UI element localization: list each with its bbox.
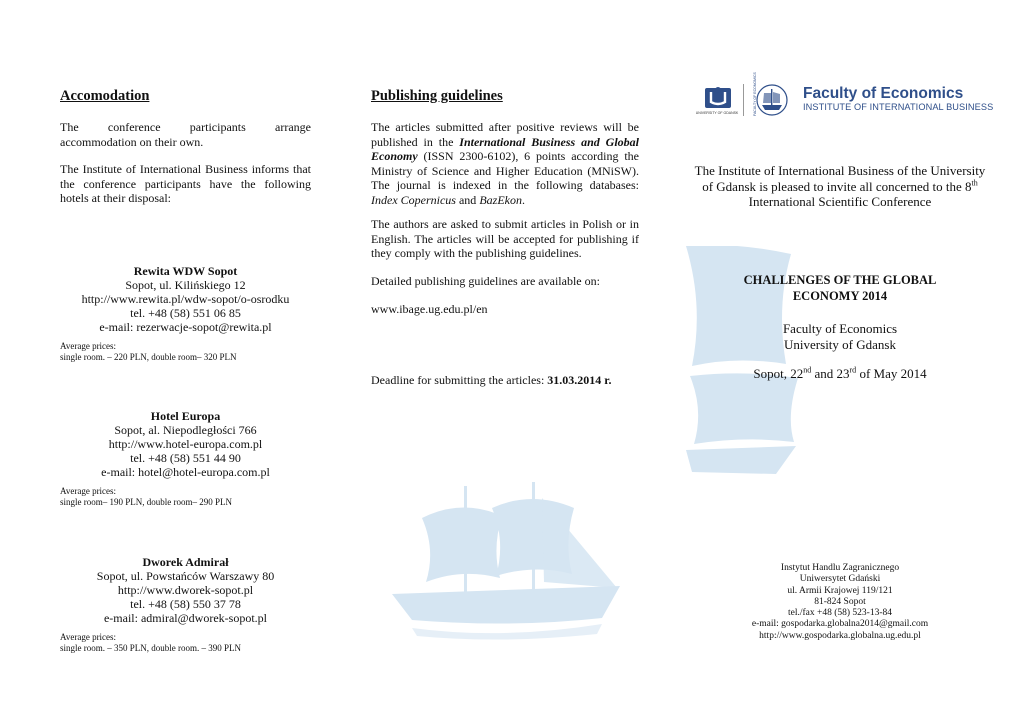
hotel-name: Hotel Europa: [150, 409, 221, 423]
logo-bar: [695, 72, 994, 118]
logo-divider: [743, 84, 744, 116]
date-sup-2: rd: [849, 365, 857, 375]
database-2: BazEkon: [479, 192, 522, 207]
journal-name: International Business and Global Economy: [371, 134, 639, 163]
faculty-logo-text: [803, 85, 993, 113]
invite-text-b: International Scientific Conference: [748, 194, 932, 209]
prices-label: Average prices:: [60, 341, 117, 351]
hotel-prices-dworek: [60, 632, 311, 654]
date-c: of May 2014: [856, 366, 927, 381]
institute-title: INSTITUTE OF INTERNATIONAL BUSINESS: [803, 102, 994, 112]
hotel-prices-rewita: [60, 341, 311, 363]
prices-text: single room– 190 PLN, double room– 290 PLN: [60, 497, 232, 507]
accommodation-column: [60, 0, 311, 725]
faculty-block: [690, 321, 990, 352]
conference-title: CHALLENGES OF THE GLOBAL ECONOMY 2014: [743, 273, 937, 303]
contact-line: ul. Armii Krajowej 119/121: [787, 585, 893, 596]
date-sup-1: nd: [803, 365, 812, 375]
deadline-label: Deadline for submitting the articles:: [371, 373, 548, 387]
publishing-column: [371, 0, 639, 725]
publishing-paragraph-2: The authors are asked to submit articles in Polish or in English. The articles will be accepted for publishing if they comply with the publishing guidelines.: [371, 217, 639, 260]
hotel-url[interactable]: http://www.rewita.pl/wdw-sopot/o-osrodku: [81, 292, 290, 306]
hotel-rewita: [60, 264, 311, 334]
hotel-email[interactable]: e-mail: rezerwacje-sopot@rewita.pl: [99, 320, 272, 334]
hotel-address: Sopot, ul. Kilińskiego 12: [125, 278, 246, 292]
invite-sup: th: [971, 178, 978, 188]
p1-text-a: The articles submitted after positive reviews will be published in the: [371, 120, 639, 149]
hotel-email[interactable]: e-mail: hotel@hotel-europa.com.pl: [101, 465, 270, 479]
hotel-url[interactable]: http://www.dworek-sopot.pl: [117, 583, 254, 597]
conference-date: [690, 366, 990, 382]
hotel-tel: tel. +48 (58) 550 37 78: [130, 597, 241, 611]
database-1: Index Copernicus: [371, 192, 456, 207]
hotel-europa: [60, 409, 311, 479]
prices-text: single room. – 350 PLN, double room. – 390 PLN: [60, 643, 241, 653]
contact-line: 81-824 Sopot: [814, 596, 866, 607]
hotel-tel: tel. +48 (58) 551 06 85: [130, 306, 241, 320]
invite-text-a: The Institute of International Business of the University of Gdansk is pleased to invite all concerned to the 8: [694, 163, 986, 194]
accommodation-paragraph-2: The Institute of International Business informs that the conference participants have the following hotels at their disposal:: [60, 162, 311, 205]
university-logo-caption: UNIVERSITY OF GDANSK: [695, 111, 739, 115]
contact-line: Uniwersytet Gdański: [799, 574, 881, 585]
p1-text-b: (ISSN 2300-6102), 6 points according the Ministry of Science and Higher Education (MNiSW). The journal is indexed in the following databases:: [371, 149, 639, 192]
hotel-name: Dworek Admirał: [142, 555, 229, 569]
hotel-tel: tel. +48 (58) 551 44 90: [130, 451, 241, 465]
contact-email[interactable]: e-mail: gospodarka.globalna2014@gmail.com: [751, 619, 929, 630]
publishing-paragraph-3: Detailed publishing guidelines are available on:: [371, 274, 600, 288]
faculty-title: Faculty of Economics: [803, 85, 964, 102]
faculty-name: Faculty of Economics: [782, 321, 898, 336]
hotel-prices-europa: [60, 486, 311, 508]
contact-line: Instytut Handlu Zagranicznego: [780, 563, 900, 573]
p1-and: and: [455, 192, 480, 207]
p1-end: .: [521, 192, 525, 207]
prices-label: Average prices:: [60, 486, 117, 496]
publishing-heading: Publishing guidelines: [371, 88, 503, 104]
deadline: [371, 373, 639, 388]
hotel-address: Sopot, ul. Powstańców Warszawy 80: [96, 569, 275, 583]
hotel-name: Rewita WDW Sopot: [133, 264, 238, 278]
contact-block: [690, 563, 990, 642]
hotel-email[interactable]: e-mail: admiral@dworek-sopot.pl: [103, 611, 267, 625]
invitation-text: [690, 163, 990, 210]
accommodation-paragraph-1: The conference participants arrange accommodation on their own.: [60, 120, 311, 149]
hotel-url[interactable]: http://www.hotel-europa.com.pl: [108, 437, 263, 451]
hotel-dworek: [60, 555, 311, 625]
accommodation-heading: Accomodation: [60, 88, 150, 104]
deadline-date: 31.03.2014 r.: [547, 373, 612, 387]
cover-column: [690, 0, 994, 725]
prices-text: single room. – 220 PLN, double room– 320 PLN: [60, 352, 237, 362]
date-b: and 23: [811, 366, 850, 381]
publishing-paragraph-1: [371, 120, 639, 207]
hotel-address: Sopot, al. Niepodległości 766: [114, 423, 257, 437]
prices-label: Average prices:: [60, 632, 117, 642]
university-name: University of Gdansk: [784, 336, 896, 352]
faculty-seal-text: FACULTY OF ECONOMICS: [753, 72, 757, 116]
publishing-url[interactable]: www.ibage.ug.edu.pl/en: [371, 302, 488, 316]
date-a: Sopot, 22: [753, 366, 804, 381]
contact-line: tel./fax +48 (58) 523-13-84: [787, 608, 893, 619]
contact-url[interactable]: http://www.gospodarka.globalna.ug.edu.pl: [759, 630, 921, 641]
